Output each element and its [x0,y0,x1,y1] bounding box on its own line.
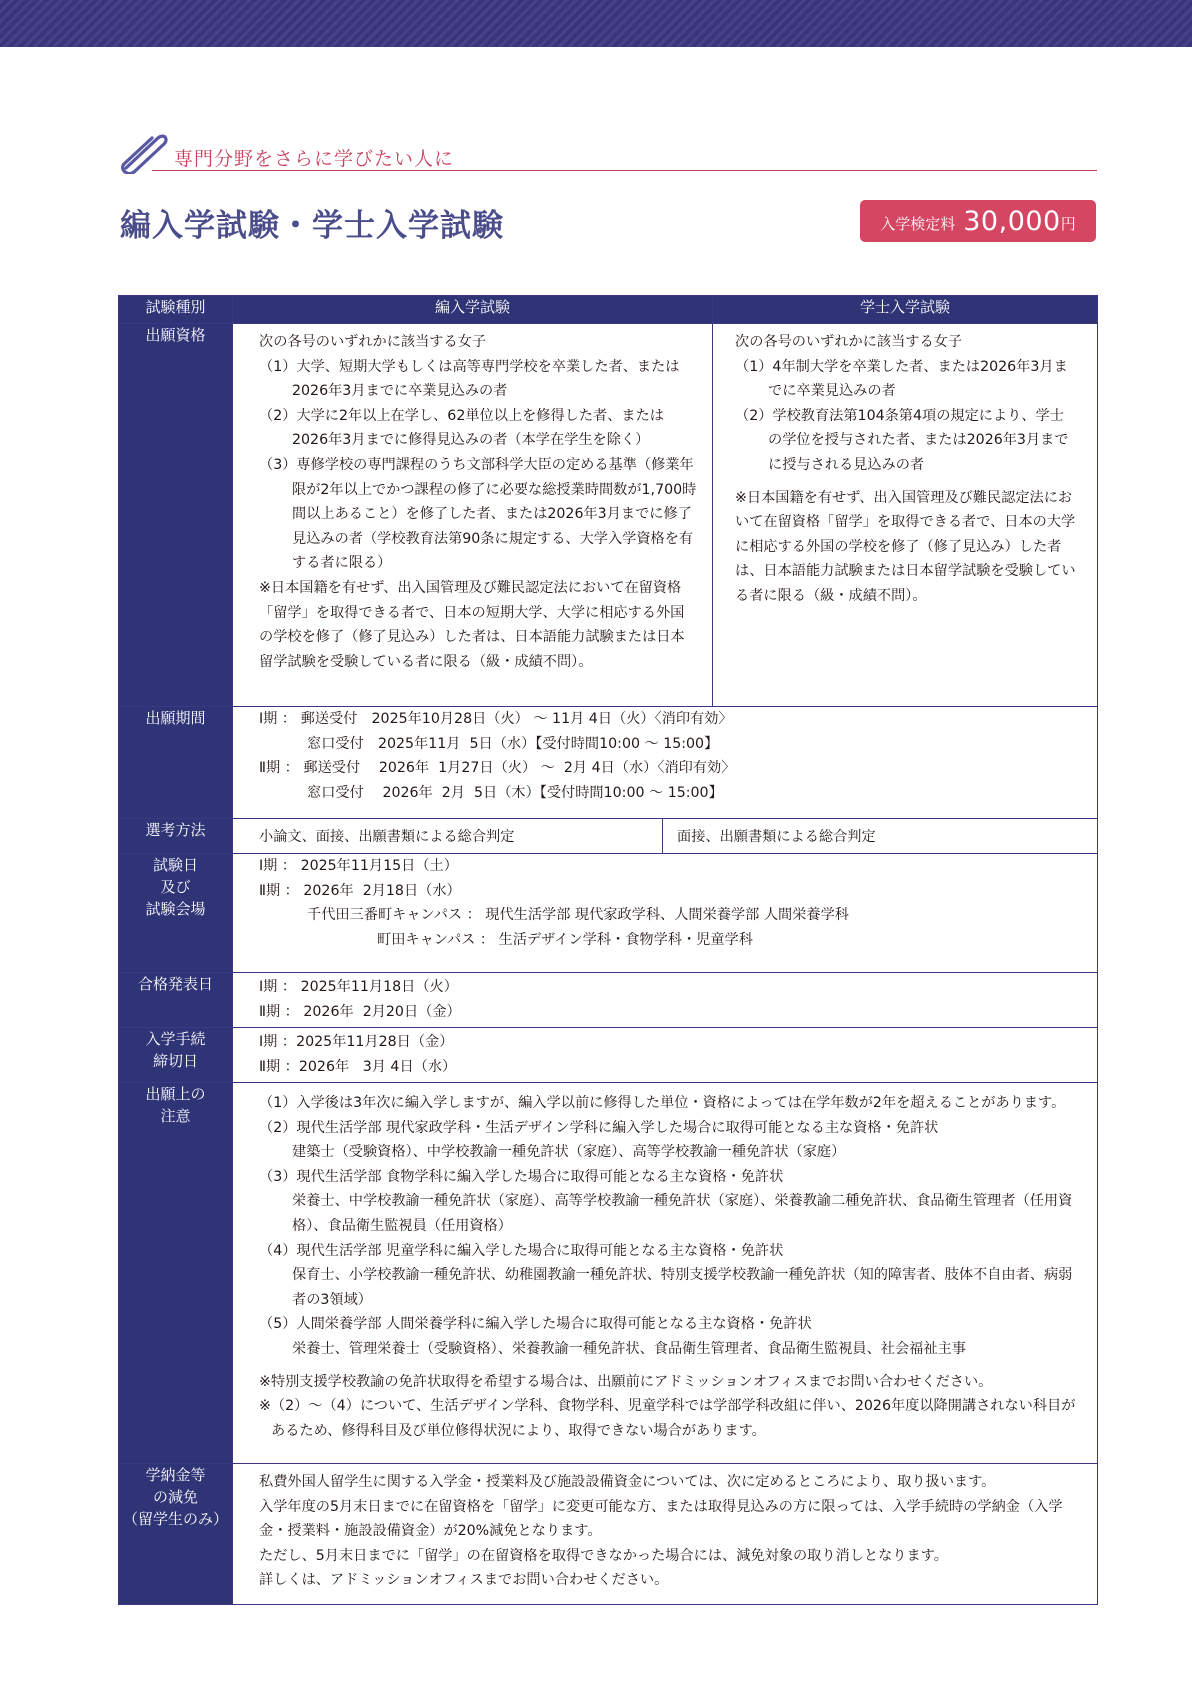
header-transfer: 編入学試験 [233,296,713,324]
row-exam [119,854,1098,973]
fee-amount: 30,000 [963,205,1061,237]
eligibility-bachelor [713,324,1098,707]
fee-label: 入学検定料 [880,214,956,233]
bachelor-item-2: （2）学校教育法第104条第4項の規定により、学士の学位を授与された者、または2026年3月までに授与される見込みの者 [735,407,1069,473]
period-line-3: Ⅱ期 ： 郵送受付 2026年 1月27日（火） ～ 2月 4日（水）〈消印有効〉 [259,760,736,777]
tuition-cell [233,1464,1098,1605]
period-cell [233,707,1098,819]
label-exam-2: 及び [160,878,191,896]
exam-cell [233,854,1098,973]
result-line-1: Ⅰ期 ： 2025年11月18日（火） [259,979,458,996]
notes-cell [233,1083,1098,1464]
label-deadline [119,1028,233,1083]
bachelor-note: ※日本国籍を有せず、出入国管理及び難民認定法において在留資格「留学」を取得できる者で、日本の大学に相応する外国の学校を修了（修了見込み）した者は、日本語能力試験または日本留学試験を受験している者に限る（級・成績不問）。 [735,489,1076,604]
note-1: （1）入学後は3年次に編入学しますが、編入学以前に修得した単位・資格によっては在学年数が2年を超えることがあります。 [259,1095,1066,1111]
row-notes [119,1083,1098,1464]
tuition-line-2: 入学年度の5月末日までに在留資格を「留学」に変更可能な方、または取得見込みの方に限っては、入学手続時の学納金（入学金・授業料・施設設備資金）が20%減免となります。 [259,1498,1063,1540]
note-4-body: 保育士、小学校教諭一種免許状、幼稚園教諭一種免許状、特別支援学校教諭一種免許状（知的障害者、肢体不自由者、病弱者の3領域） [292,1267,1073,1308]
result-line-2: Ⅱ期 ： 2026年 2月20日（金） [259,1004,461,1020]
section-subtitle-row [112,124,1097,172]
page-title: 編入学試験・学士入学試験 [120,208,504,244]
remark-2: ※（2）～（4）について、生活デザイン学科、食物学科、児童学科では学部学科改組に伴い、2026年度以降開講されない科目があるため、修得科目及び単位修得状況により、取得できない場合があります。 [259,1398,1076,1439]
selection-transfer: 小論文、面接、出願書類による総合判定 [233,819,663,854]
period-line-1: Ⅰ期 ： 郵送受付 2025年10月28日（火） ～ 11月 4日（火）〈消印有効〉 [259,711,733,727]
header-bachelor: 学士入学試験 [713,296,1098,324]
tuition-line-3: ただし、5月末日までに「留学」の在留資格を取得できなかった場合には、減免対象の取り消しとなります。 [259,1547,948,1564]
label-notes [119,1083,233,1464]
tuition-line-4: 詳しくは、アドミッションオフィスまでお問い合わせください。 [259,1572,669,1589]
eligibility-item-2: （2）大学に2年以上在学し、62単位以上を修得した者、または2026年3月までに修得見込みの者（本学在学生を除く） [259,407,664,449]
top-decorative-band [0,0,1192,47]
label-exam [119,854,233,973]
label-exam-3: 試験会場 [145,900,206,918]
exam-line-1: Ⅰ期 ： 2025年11月15日（土） [259,858,458,874]
period-line-2: 窓口受付 2025年11月 5日（水）【受付時間10:00 ～ 15:00】 [307,735,719,752]
exam-campus-1: 千代田三番町キャンパス ： 現代生活学部 現代家政学科、人間栄養学部 人間栄養学科 [307,907,849,924]
note-2-body: 建築士（受験資格）、中学校教諭一種免許状（家庭）、高等学校教諭一種免許状（家庭） [292,1144,846,1161]
note-5: （5）人間栄養学部 人間栄養学科に編入学した場合に取得可能となる主な資格・免許状 [259,1316,812,1333]
tuition-line-1: 私費外国人留学生に関する入学金・授業料及び施設設備資金については、次に定めるところにより、取り扱います。 [259,1474,996,1490]
deadline-line-2: Ⅱ期 ：2026年 3月 4日（水） [259,1059,457,1075]
row-deadline [119,1028,1098,1083]
subtitle: 専門分野をさらに学びたい人に [174,148,455,170]
row-tuition [119,1464,1098,1605]
note-5-body: 栄養士、管理栄養士（受験資格）、栄養教諭一種免許状、食品衛生管理者、食品衛生監視員、社会福祉主事 [292,1340,966,1357]
label-exam-1: 試験日 [152,856,198,874]
fee-badge [860,200,1096,242]
note-2: （2）現代生活学部 現代家政学科・生活デザイン学科に編入学した場合に取得可能となる主な資格・免許状 [259,1119,939,1136]
note-3: （3）現代生活学部 食物学科に編入学した場合に取得可能となる主な資格・免許状 [259,1168,784,1185]
label-tuition-2: の減免 [152,1488,198,1506]
exam-line-2: Ⅱ期 ： 2026年 2月18日（水） [259,882,461,899]
label-result: 合格発表日 [119,973,233,1028]
header-category: 試験種別 [119,296,233,324]
deadline-cell [233,1028,1098,1083]
result-cell [233,973,1098,1028]
eligibility-transfer [233,324,713,707]
note-4: （4）現代生活学部 児童学科に編入学した場合に取得可能となる主な資格・免許状 [259,1242,784,1259]
label-period: 出願期間 [119,707,233,819]
exam-campus-2: 町田キャンパス ： 生活デザイン学科・食物学科・児童学科 [377,931,753,948]
eligibility-intro: 次の各号のいずれかに該当する女子 [259,334,487,350]
label-deadline-2: 締切日 [152,1052,198,1070]
eligibility-item-1: （1）大学、短期大学もしくは高等専門学校を卒業した者、または2026年3月までに卒業見込みの者 [259,358,680,400]
label-tuition [119,1464,233,1605]
remark-1: ※特別支援学校教諭の免許状取得を希望する場合は、出願前にアドミッションオフィスまでお問い合わせください。 [259,1373,993,1390]
exam-info-table [118,295,1098,1605]
label-eligibility: 出願資格 [119,324,233,707]
label-tuition-3: （留学生のみ） [122,1510,228,1528]
selection-bachelor: 面接、出願書類による総合判定 [663,819,1098,854]
paperclip-icon [112,130,170,174]
bachelor-item-1: （1）4年制大学を卒業した者、または2026年3月までに卒業見込みの者 [735,358,1068,400]
label-tuition-1: 学納金等 [145,1466,206,1484]
header-row [119,296,1098,324]
note-3-body: 栄養士、中学校教諭一種免許状（家庭）、高等学校教諭一種免許状（家庭）、栄養教諭二種免許状、食品衛生管理者（任用資格）、食品衛生監視員（任用資格） [292,1193,1073,1234]
deadline-line-1: Ⅰ期 ：2025年11月28日（金） [259,1034,454,1051]
eligibility-item-3: （3）専修学校の専門課程のうち文部科学大臣の定める基準（修業年限が2年以上でかつ課程の修了に必要な総授業時間数が1,700時間以上あること）を修了した者、または2026年3月までに修了見込みの者（学校教育法第90条に規定する、大学入学資格を有する者に限る） [259,456,697,572]
label-deadline-1: 入学手続 [145,1030,206,1048]
bachelor-intro: 次の各号のいずれかに該当する女子 [735,334,963,350]
label-selection: 選考方法 [119,819,233,854]
label-notes-1: 出願上の [145,1085,206,1103]
row-selection [119,819,1098,854]
subtitle-underline [152,170,1097,171]
fee-unit: 円 [1060,214,1076,233]
row-result [119,973,1098,1028]
label-notes-2: 注意 [160,1107,191,1125]
row-period [119,707,1098,819]
period-line-4: 窓口受付 2026年 2月 5日（木）【受付時間10:00 ～ 15:00】 [307,784,723,801]
row-eligibility [119,324,1098,707]
eligibility-note: ※日本国籍を有せず、出入国管理及び難民認定法において在留資格「留学」を取得できる者で、日本の短期大学、大学に相応する外国の学校を修了（修了見込み）した者は、日本語能力試験または日本留学試験を受験している者に限る（級・成績不問）。 [259,579,685,670]
